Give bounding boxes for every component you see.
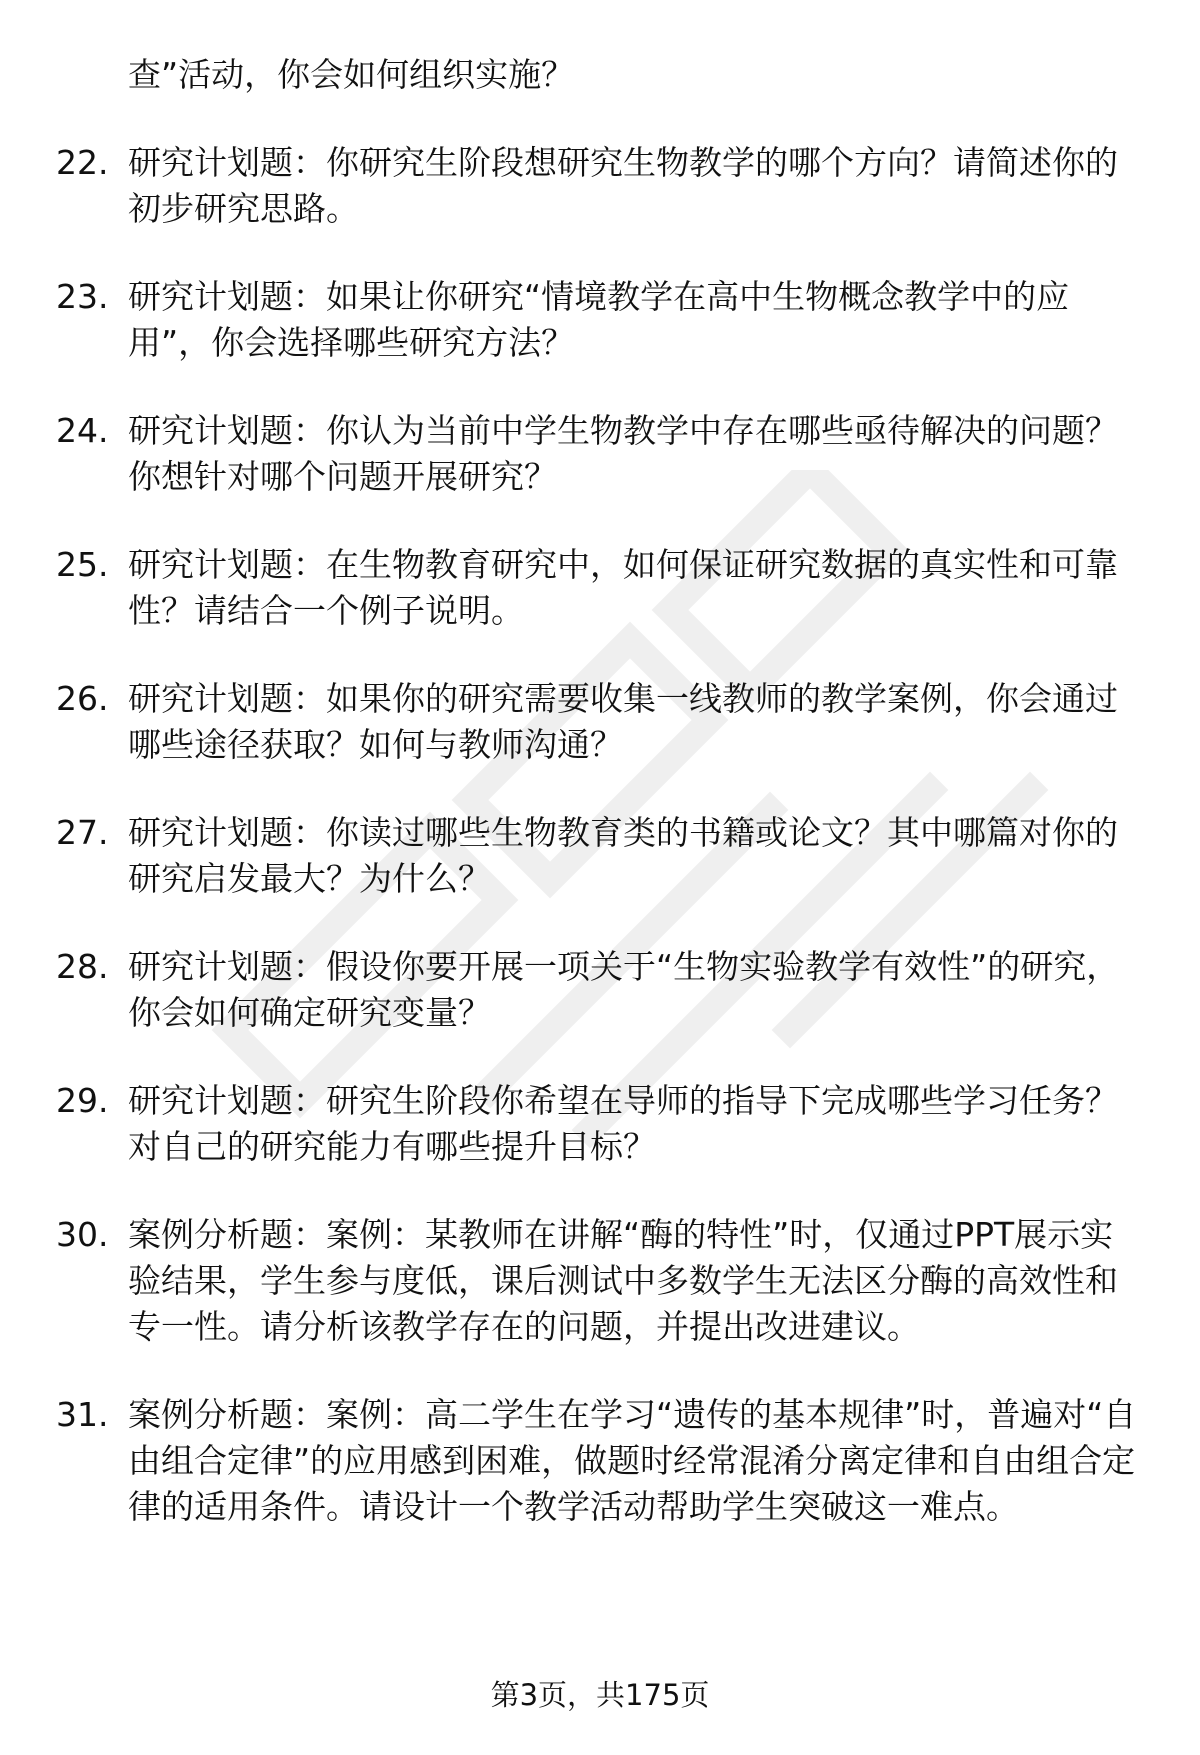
list-item bbox=[56, 542, 1146, 634]
item-number: 26. bbox=[56, 679, 109, 718]
list-item bbox=[56, 944, 1146, 1036]
item-text: 研究计划题：研究生阶段你希望在导师的指导下完成哪些学习任务？对自己的研究能力有哪些提升目标？ bbox=[128, 1081, 1118, 1166]
item-text: 研究计划题：你读过哪些生物教育类的书籍或论文？其中哪篇对你的研究启发最大？为什么？ bbox=[128, 813, 1118, 898]
item-text: 研究计划题：你研究生阶段想研究生物教学的哪个方向？请简述你的初步研究思路。 bbox=[128, 143, 1118, 228]
list-item bbox=[56, 810, 1146, 902]
item-text: 案例分析题：案例：高二学生在学习“遗传的基本规律”时，普遍对“自由组合定律”的应用感到困难，做题时经常混淆分离定律和自由组合定律的适用条件。请设计一个教学活动帮助学生突破这一难点。 bbox=[128, 1395, 1137, 1526]
item-number: 27. bbox=[56, 813, 109, 852]
list-item bbox=[56, 274, 1146, 366]
item-number: 29. bbox=[56, 1081, 109, 1120]
continuation-text: 查”活动，你会如何组织实施？ bbox=[128, 55, 575, 94]
page-footer: 第3页，共175页 bbox=[490, 1678, 710, 1712]
item-text: 研究计划题：如果让你研究“情境教学在高中生物概念教学中的应用”，你会选择哪些研究方法？ bbox=[128, 277, 1070, 362]
item-number: 23. bbox=[56, 277, 109, 316]
list-item bbox=[56, 1078, 1146, 1170]
item-number: 24. bbox=[56, 411, 109, 450]
item-text: 研究计划题：假设你要开展一项关于“生物实验教学有效性”的研究，你会如何确定研究变量？ bbox=[128, 947, 1120, 1032]
item-number: 25. bbox=[56, 545, 109, 584]
list-item bbox=[56, 1212, 1146, 1350]
item-number: 22. bbox=[56, 143, 109, 182]
item-number: 30. bbox=[56, 1215, 109, 1254]
item-number: 28. bbox=[56, 947, 109, 986]
question-list bbox=[56, 52, 1146, 1572]
list-item bbox=[56, 1392, 1146, 1530]
item-number: 31. bbox=[56, 1395, 109, 1434]
item-text: 研究计划题：你认为当前中学生物教学中存在哪些亟待解决的问题？你想针对哪个问题开展研究？ bbox=[128, 411, 1118, 496]
list-item bbox=[56, 408, 1146, 500]
item-text: 案例分析题：案例：某教师在讲解“酶的特性”时，仅通过PPT展示实验结果，学生参与度低，课后测试中多数学生无法区分酶的高效性和专一性。请分析该教学存在的问题，并提出改进建议。 bbox=[128, 1215, 1118, 1346]
list-item bbox=[56, 140, 1146, 232]
item-text: 研究计划题：如果你的研究需要收集一线教师的教学案例，你会通过哪些途径获取？如何与教师沟通？ bbox=[128, 679, 1118, 764]
item-text: 研究计划题：在生物教育研究中，如何保证研究数据的真实性和可靠性？请结合一个例子说明。 bbox=[128, 545, 1118, 630]
list-item bbox=[56, 676, 1146, 768]
